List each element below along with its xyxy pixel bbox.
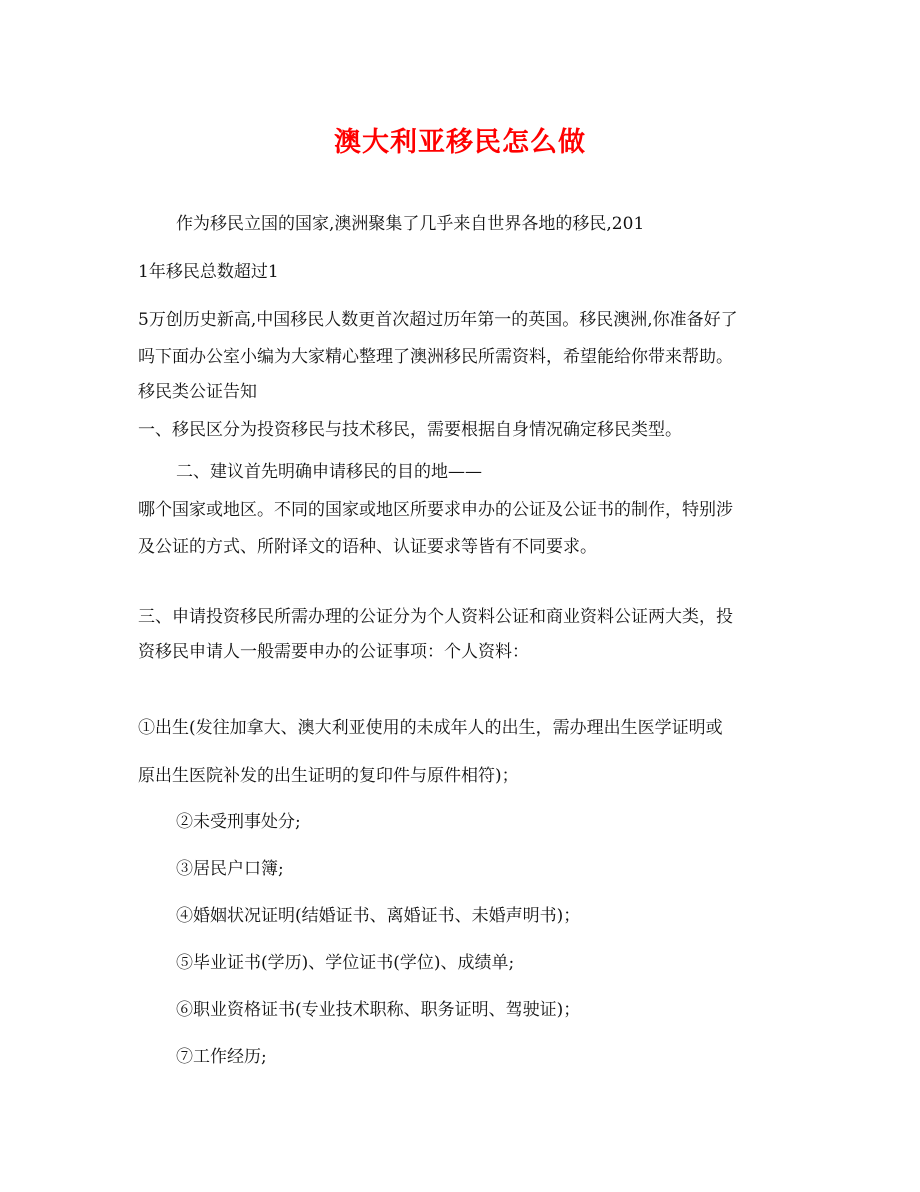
paragraph-line: 资移民申请人一般需要申办的公证事项：个人资料： [138,642,529,662]
list-item: ⑥职业资格证书(专业技术职称、职务证明、驾驶证)； [176,1000,581,1020]
paragraph-line: 三、申请投资移民所需办理的公证分为个人资料公证和商业资料公证两大类，投 [138,607,733,627]
paragraph-line: 及公证的方式、所附译文的语种、认证要求等皆有不同要求。 [138,537,597,557]
list-item: ④婚姻状况证明(结婚证书、离婚证书、未婚声明书)； [176,906,581,926]
list-item: ⑤毕业证书(学历)、学位证书(学位)、成绩单; [176,953,515,973]
paragraph-line: 作为移民立国的国家,澳洲聚集了几乎来自世界各地的移民,201 [176,214,645,234]
list-item: ③居民户口簿; [176,859,284,879]
list-item: 原出生医院补发的出生证明的复印件与原件相符)； [138,766,519,786]
paragraph-line: 5万创历史新高,中国移民人数更首次超过历年第一的英国。移民澳洲,你准备好了 [138,310,738,330]
list-item: ⑦工作经历; [176,1047,267,1067]
list-item: ①出生(发往加拿大、澳大利亚使用的未成年人的出生，需办理出生医学证明或 [138,718,723,738]
paragraph-line: 哪个国家或地区。不同的国家或地区所要求申办的公证及公证书的制作，特别涉 [138,500,733,520]
document-title: 澳大利亚移民怎么做 [334,127,586,158]
section-heading: 移民类公证告知 [138,382,257,402]
paragraph-line: 一、移民区分为投资移民与技术移民，需要根据自身情况确定移民类型。 [138,420,682,440]
paragraph-line: 1年移民总数超过1 [138,262,279,282]
paragraph-line: 二、建议首先明确申请移民的目的地—— [176,462,482,482]
paragraph-line: 吗下面办公室小编为大家精心整理了澳洲移民所需资料，希望能给你带来帮助。 [138,347,733,367]
list-item: ②未受刑事处分; [176,812,301,832]
